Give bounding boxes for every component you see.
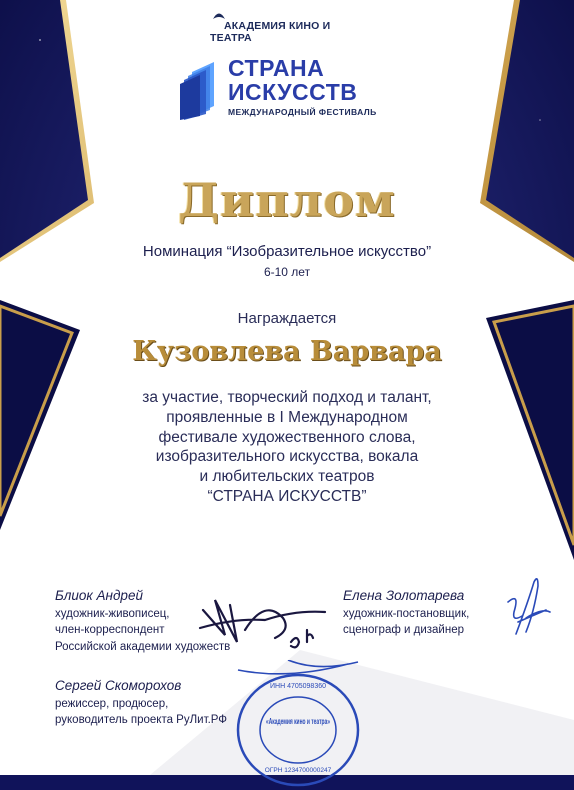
recipient-name: Кузовлева Варвара: [132, 336, 442, 367]
open-book-icon: [180, 58, 216, 120]
description-line: за участие, творческий подход и талант,: [142, 389, 432, 406]
stamp-inn: ИНН 4705098360: [269, 683, 327, 690]
nomination: Номинация “Изобразительное искусство”: [142, 243, 432, 260]
diploma-title: Диплом: [178, 173, 396, 227]
signatory-name: Блиок Андрей: [55, 588, 143, 603]
signatory-name: Елена Золотарева: [343, 588, 465, 603]
description-line: “СТРАНА ИСКУССТВ”: [207, 487, 367, 505]
academy-logo: [210, 20, 370, 44]
age-group: 6-10 лет: [263, 265, 311, 279]
festival-subtitle: МЕЖДУНАРОДНЫЙ ФЕСТИВАЛЬ: [228, 107, 377, 117]
signatory-2: [343, 588, 469, 639]
company-stamp: [228, 660, 368, 790]
awarded-label: Награждается: [237, 310, 337, 327]
signatory-title-line: сценограф и дизайнер: [343, 624, 464, 636]
signatory-3: [55, 678, 227, 729]
description-line: фестивале художественного слова,: [158, 428, 416, 446]
theatre-mask-icon: [212, 11, 226, 21]
signatory-title-line: Российской академии художеств: [55, 640, 231, 653]
description-line: и любительских театров: [199, 468, 375, 486]
signatory-title-line: руководитель проекта РуЛит.РФ: [55, 714, 228, 726]
festival-title-line1: СТРАНА: [228, 55, 325, 81]
academy-name: АКАДЕМИЯ КИНО И ТЕАТРА: [210, 20, 331, 44]
description-line: проявленные в I Международном: [166, 408, 408, 426]
festival-title-line2: ИСКУССТВ: [228, 79, 358, 105]
signatory-title-line: член-корреспондент: [55, 624, 165, 636]
description-line: изобразительного искусства, вокала: [155, 448, 419, 466]
signature-1: [195, 590, 330, 660]
signatory-name: Сергей Скоморохов: [55, 678, 182, 693]
stamp-name: «Академия кино и театра»: [266, 716, 331, 726]
signatory-title-line: художник-постановщик,: [343, 607, 470, 620]
signature-2: [498, 572, 553, 642]
signatory-title-line: художник-живописец,: [55, 607, 170, 620]
award-description: [0, 388, 574, 507]
stamp-ogrn: ОГРН 1234700000247: [264, 767, 332, 774]
signatory-title-line: режиссер, продюсер,: [55, 697, 169, 710]
